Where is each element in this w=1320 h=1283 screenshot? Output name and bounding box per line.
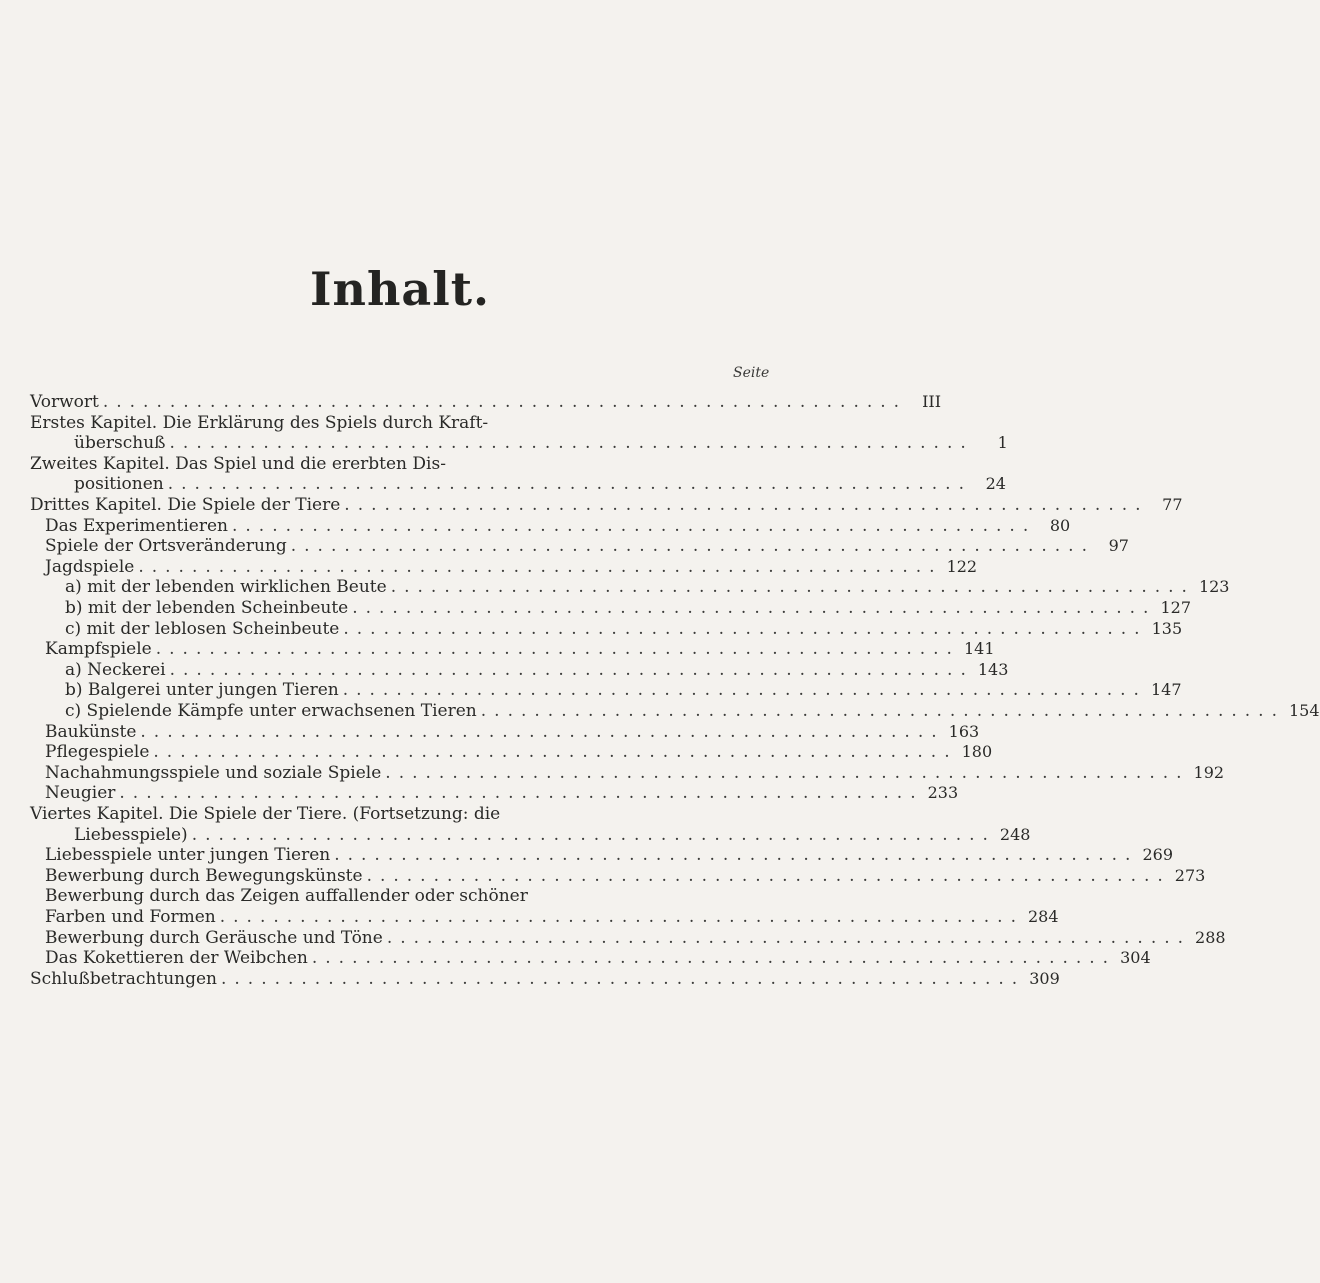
toc-page-number: 24 (985, 474, 1006, 493)
leader-dots: ............................................................ (102, 392, 908, 412)
toc-entry-title: b) mit der lebenden Scheinbeute (65, 598, 349, 618)
leader-dots: ............................................................ (343, 619, 1148, 639)
toc-entry (45, 536, 1129, 558)
toc-entry-title: Viertes Kapitel. Die Spiele der Tiere. (Fortsetzung: die (30, 804, 501, 824)
toc-page-number: 154 (1289, 701, 1320, 720)
toc-page-number: 141 (963, 639, 995, 658)
leader-dots: ............................................................ (385, 763, 1190, 783)
toc-page-number: 123 (1198, 577, 1230, 596)
toc-entry-title: a) Neckerei (65, 660, 166, 680)
toc-entry-title: Nachahmungsspiele und soziale Spiele (45, 763, 382, 783)
toc-entry (30, 969, 1060, 991)
toc-entry-title: Spiele der Ortsveränderung (45, 536, 287, 556)
leader-dots: ............................................................ (119, 783, 924, 803)
toc-entry (74, 825, 1031, 847)
toc-entry (65, 680, 1182, 702)
toc-entry (45, 516, 1071, 538)
toc-entry (45, 907, 1059, 929)
toc-entry-title: Schlußbetrachtungen (30, 969, 217, 989)
toc-entry-title: Vorwort (30, 392, 99, 412)
leader-dots: ............................................................ (219, 907, 1024, 927)
toc-entry (45, 742, 993, 764)
toc-entry (45, 722, 980, 744)
toc-entry-title: Erstes Kapitel. Die Erklärung des Spiels durch Kraft- (30, 413, 489, 433)
leader-dots: ............................................................ (169, 660, 974, 680)
leader-dots: ............................................................ (311, 948, 1117, 968)
toc-entry (30, 454, 770, 476)
leader-dots: ............................................................ (191, 825, 996, 845)
toc-entry (30, 413, 770, 435)
toc-entry-title: Farben und Formen (45, 907, 216, 927)
leader-dots: ............................................................ (334, 845, 1139, 865)
toc-page-number: 248 (999, 825, 1031, 844)
toc-entry (65, 577, 1230, 599)
toc-entry (45, 948, 1151, 970)
toc-entry-title: Jagdspiele (45, 557, 135, 577)
toc-entry-title: Das Kokettieren der Weibchen (45, 948, 308, 968)
toc-page-number: 233 (927, 783, 959, 802)
toc-page-number: 77 (1162, 495, 1183, 514)
toc-entry (30, 804, 770, 826)
leader-dots: ............................................................ (366, 866, 1171, 886)
toc-entry-title: Zweites Kapitel. Das Spiel und die ererbten Dis- (30, 454, 446, 474)
toc-page-number: III (922, 392, 942, 411)
toc-entry (45, 928, 1226, 950)
toc-page-number: 80 (1049, 516, 1071, 535)
leader-dots: ............................................................ (138, 557, 943, 577)
toc-entry-title: Liebesspiele) (74, 825, 188, 845)
leader-dots: ............................................................ (220, 969, 1026, 989)
toc-entry (65, 701, 1320, 723)
toc-entry-title: Baukünste (45, 722, 137, 742)
toc-page-number: 288 (1195, 928, 1226, 947)
toc-entry-title: b) Balgerei unter jungen Tieren (65, 680, 339, 700)
toc-entry (45, 783, 959, 805)
toc-entry (65, 598, 1191, 620)
toc-page-number: 180 (961, 742, 993, 761)
toc-entry (65, 619, 1183, 641)
toc-page-number: 269 (1142, 845, 1173, 864)
leader-dots: ............................................................ (344, 495, 1149, 515)
leader-dots: ............................................................ (167, 474, 972, 494)
toc-entry (45, 639, 995, 661)
toc-page-number: 192 (1193, 763, 1225, 782)
toc-entry-title: Das Experimentieren (45, 516, 228, 536)
page-title: Inhalt. (310, 262, 490, 316)
toc-page-number: 122 (946, 557, 978, 576)
toc-entry (45, 763, 1225, 785)
toc-page-number: 97 (1108, 536, 1129, 555)
toc-page-number: 147 (1150, 680, 1182, 699)
toc-entry-title: Bewerbung durch das Zeigen auffallender oder schöner (45, 886, 528, 906)
leader-dots: ............................................................ (153, 742, 958, 762)
toc-page-number: 135 (1151, 619, 1183, 638)
toc-entry (74, 474, 1006, 496)
toc-entry (45, 845, 1173, 867)
toc-entry-title: Neugier (45, 783, 116, 803)
toc-entry-title: a) mit der lebenden wirklichen Beute (65, 577, 387, 597)
leader-dots: ............................................................ (480, 701, 1285, 721)
toc-entry (45, 886, 770, 908)
leader-dots: ............................................................ (232, 516, 1037, 536)
toc-entry-title: Bewerbung durch Bewegungskünste (45, 866, 363, 886)
toc-entry-title: Drittes Kapitel. Die Spiele der Tiere (30, 495, 341, 515)
toc-page-number: 309 (1029, 969, 1060, 988)
toc-entry (45, 866, 1206, 888)
toc-entry-title: positionen (74, 474, 164, 494)
toc-page-number: 273 (1174, 866, 1206, 885)
toc-page-number: 163 (948, 722, 980, 741)
leader-dots: ............................................................ (155, 639, 960, 659)
leader-dots: ............................................................ (342, 680, 1147, 700)
toc-page-number: 143 (977, 660, 1009, 679)
toc-page-number: 284 (1027, 907, 1059, 926)
toc-entry (45, 557, 978, 579)
leader-dots: ............................................................ (386, 928, 1192, 948)
toc-entry-title: c) Spielende Kämpfe unter erwachsenen Tieren (65, 701, 477, 721)
toc-entry (65, 660, 1009, 682)
toc-entry-title: überschuß (74, 433, 166, 453)
toc-entry-title: Bewerbung durch Geräusche und Töne (45, 928, 383, 948)
toc-entry (74, 433, 1008, 455)
toc-entry-title: Liebesspiele unter jungen Tieren (45, 845, 331, 865)
toc-entry-title: Pflegespiele (45, 742, 150, 762)
leader-dots: ............................................................ (352, 598, 1157, 618)
toc-page-number: 127 (1160, 598, 1191, 617)
toc-entry-title: c) mit der leblosen Scheinbeute (65, 619, 340, 639)
toc-entry-title: Kampfspiele (45, 639, 152, 659)
toc-page-number: 1 (997, 433, 1008, 452)
toc-page-number: 304 (1120, 948, 1151, 967)
toc-entry (30, 392, 942, 414)
leader-dots: ............................................................ (140, 722, 945, 742)
leader-dots: ............................................................ (390, 577, 1195, 597)
leader-dots: ............................................................ (169, 433, 974, 453)
leader-dots: ............................................................ (290, 536, 1095, 556)
page-column-header: Seite (733, 365, 770, 381)
toc-entry (30, 495, 1183, 517)
